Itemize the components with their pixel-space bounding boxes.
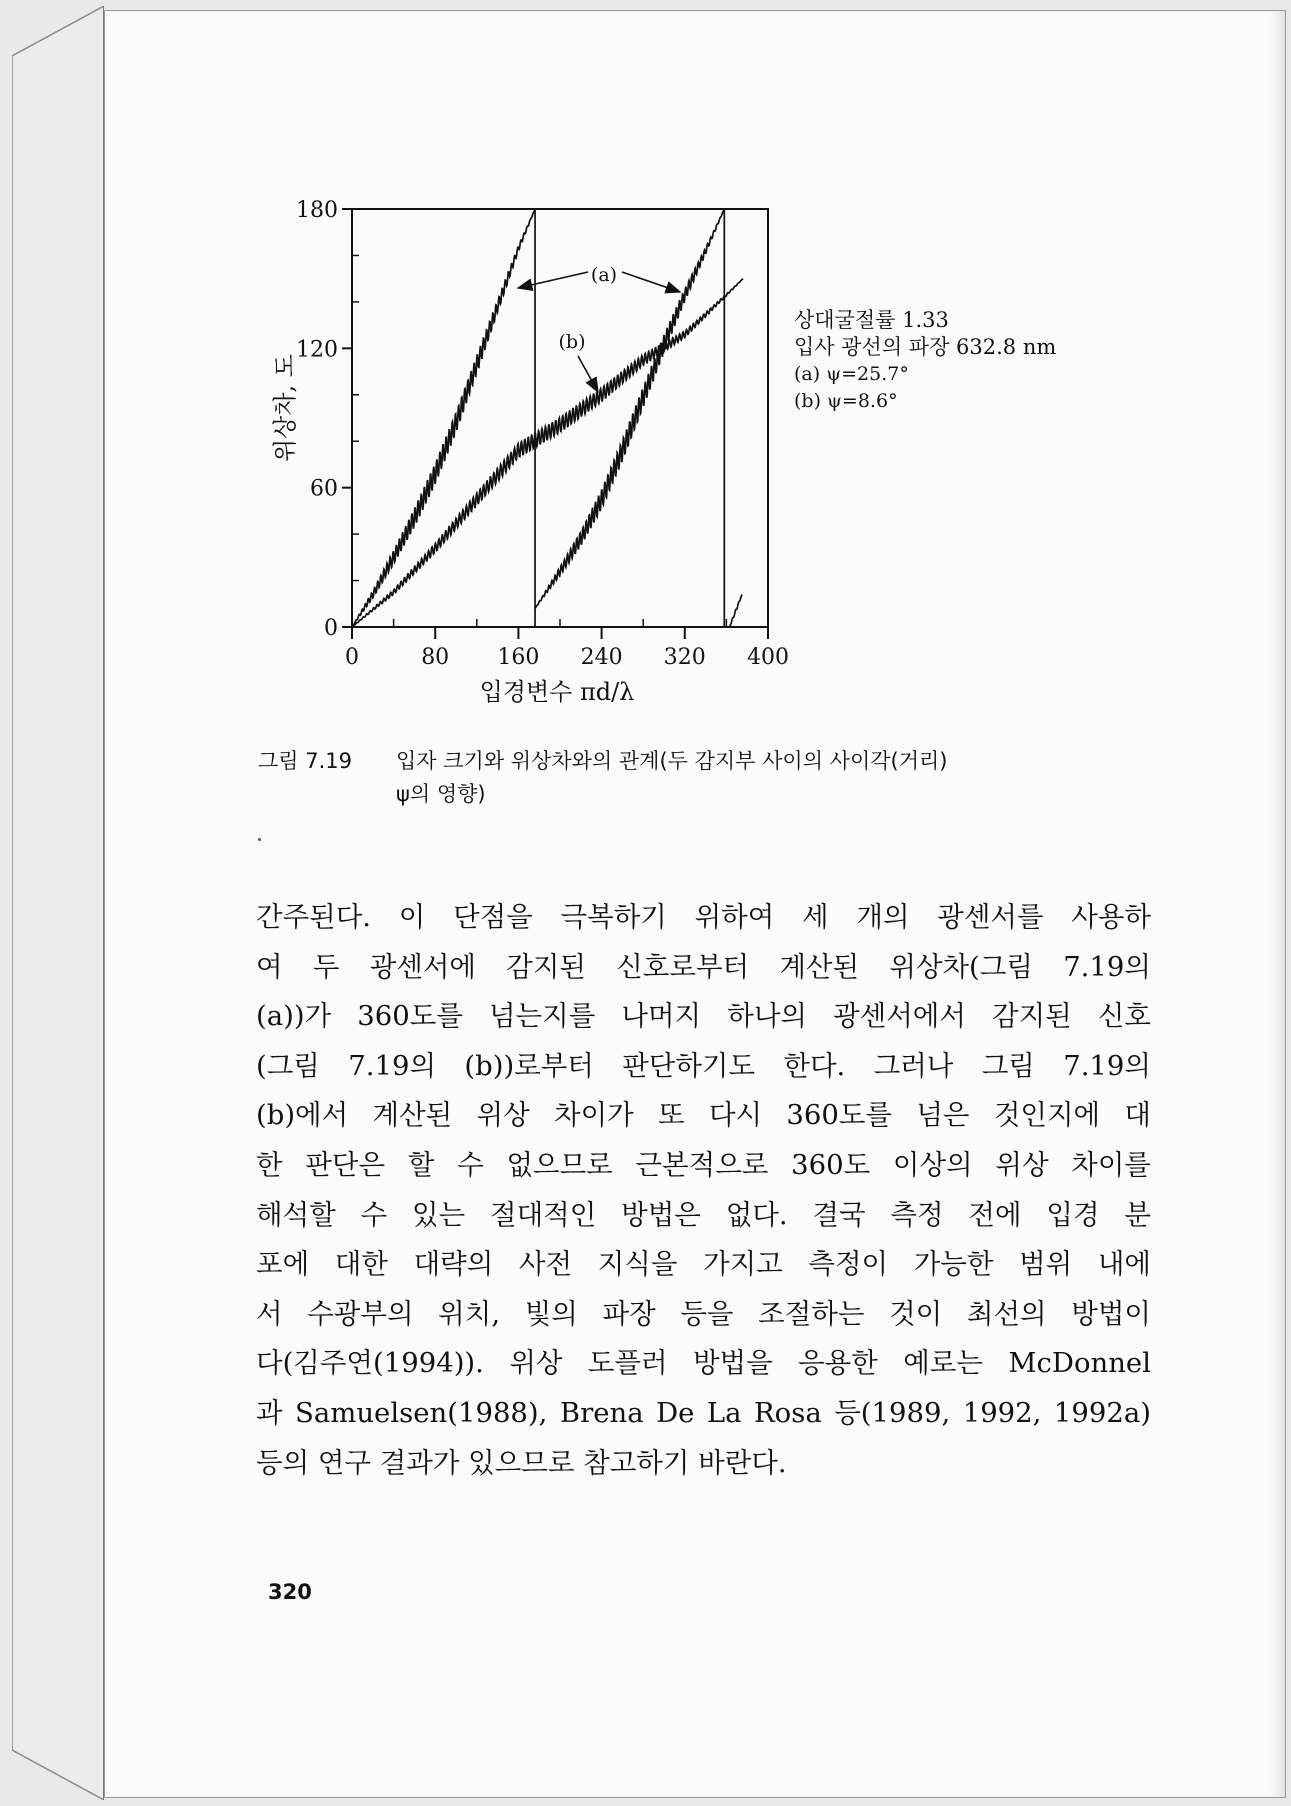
body-line: 포에 대한 대략의 사전 지식을 가지고 측정이 가능한 범위 내에 — [256, 1248, 1151, 1281]
page-speck — [258, 838, 261, 841]
legend-refractive-index: 상대굴절률 1.33 — [794, 308, 949, 332]
caption-line-2: ψ의 영향) — [396, 782, 486, 806]
x-tick-label: 0 — [345, 645, 359, 670]
x-axis-label: 입경변수 πd/λ — [479, 678, 635, 706]
series-a-line — [730, 595, 743, 628]
legend-psi-b: (b) ψ=8.6° — [794, 390, 898, 412]
figure-number: 그림 7.19 — [258, 749, 353, 773]
body-line: 여 두 광센서에 감지된 신호로부터 계산된 위상차(그림 7.19의 — [256, 950, 1151, 983]
figure-caption — [258, 745, 1158, 811]
body-line: 과 Samuelsen(1988), Brena De La Rosa 등(1989, 1992, 1992a) — [256, 1396, 1151, 1429]
chart-marks — [352, 209, 743, 627]
y-axis-label: 위상차, 도 — [271, 354, 299, 462]
chart-legend — [794, 307, 1056, 415]
body-line: (b)에서 계산된 위상 차이가 또 다시 360도를 넘은 것인지에 대 — [256, 1099, 1151, 1132]
y-tick-label: 60 — [310, 476, 338, 502]
series-b-line — [352, 279, 743, 627]
body-line: 해석할 수 있는 절대적인 방법은 없다. 결국 측정 전에 입경 분 — [256, 1198, 1151, 1231]
body-line: 등의 연구 결과가 있으므로 참고하기 바란다. — [256, 1446, 787, 1479]
y-tick-label: 120 — [296, 337, 338, 363]
x-tick-label: 400 — [747, 645, 789, 670]
x-tick-label: 320 — [663, 645, 706, 670]
page-number: 320 — [268, 1580, 312, 1604]
body-paragraph — [256, 893, 1151, 1488]
body-line: (그림 7.19의 (b))로부터 판단하기도 한다. 그러나 그림 7.19의 — [256, 1049, 1151, 1082]
series-a-line — [535, 209, 724, 608]
series-a-line — [352, 209, 535, 627]
y-tick-label: 180 — [296, 198, 338, 223]
legend-wavelength: 입사 광선의 파장 632.8 nm — [794, 335, 1057, 359]
y-tick-label: 0 — [324, 616, 338, 641]
x-tick-label: 240 — [580, 645, 623, 670]
annotation-a: (a) — [590, 264, 618, 286]
annotation-a-arrow-left — [518, 272, 588, 288]
annotation-b-arrow — [578, 356, 598, 392]
caption-line-1: 입자 크기와 위상차와의 관계(두 감지부 사이의 사이각(거리) — [396, 749, 948, 773]
body-line: 다(김주연(1994)). 위상 도플러 방법을 응용한 예로는 McDonnel — [256, 1347, 1151, 1380]
annotation-a-arrow-right — [622, 272, 680, 292]
body-line: 서 수광부의 위치, 빛의 파장 등을 조절하는 것이 최선의 방법이 — [256, 1297, 1151, 1330]
legend-psi-a: (a) ψ=25.7° — [794, 363, 909, 385]
body-line: 간주된다. 이 단점을 극복하기 위하여 세 개의 광센서를 사용하 — [256, 901, 1151, 933]
x-tick-label: 80 — [421, 645, 450, 670]
body-line: 한 판단은 할 수 없으므로 근본적으로 360도 이상의 위상 차이를 — [256, 1148, 1151, 1181]
annotation-b: (b) — [558, 331, 586, 353]
x-tick-label: 160 — [497, 645, 540, 670]
body-line: (a))가 360도를 넘는지를 나머지 하나의 광센서에서 감지된 신호 — [256, 1000, 1151, 1033]
